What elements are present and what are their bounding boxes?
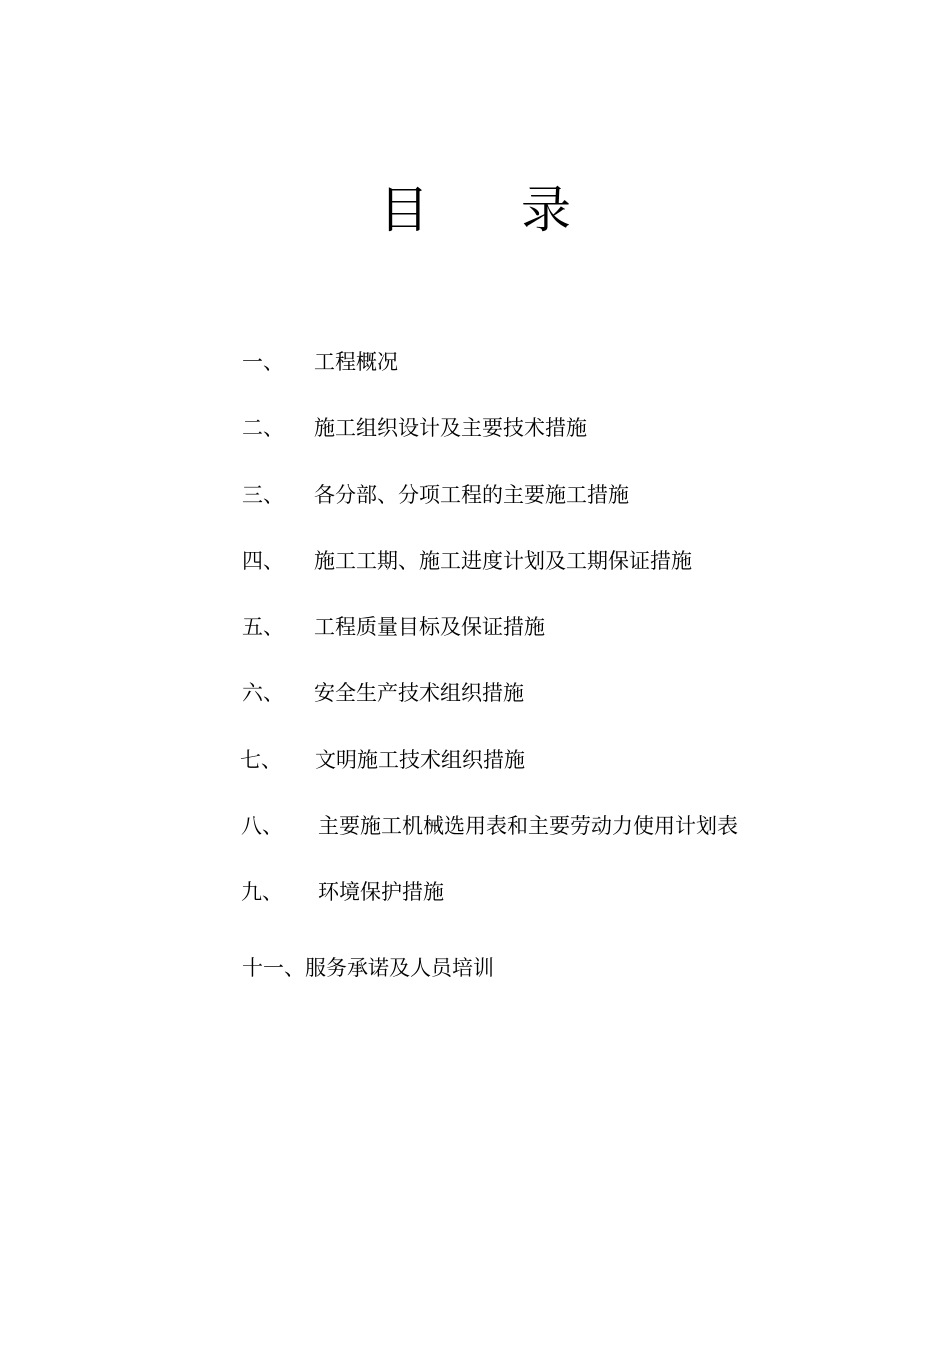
toc-item-6 [242,678,524,708]
toc-item-number: 三、 [242,483,284,507]
toc-item-label: 工程质量目标及保证措施 [314,615,545,639]
toc-item-number: 二、 [242,416,284,440]
toc-item-5 [242,612,545,642]
toc-item-number: 七、 [240,748,282,772]
toc-item-label: 各分部、分项工程的主要施工措施 [314,483,629,507]
toc-item-label: 施工工期、施工进度计划及工期保证措施 [314,549,692,573]
toc-item-label: 施工组织设计及主要技术措施 [314,416,587,440]
toc-item-2 [242,413,587,443]
toc-item-3 [242,480,629,510]
toc-item-7 [240,745,525,775]
toc-item-number: 六、 [242,681,284,705]
toc-item-8 [241,811,738,841]
toc-item-label: 安全生产技术组织措施 [314,681,524,705]
toc-item-label: 文明施工技术组织措施 [315,748,525,772]
title-char-2: 录 [521,181,571,239]
toc-item-4 [242,546,692,576]
toc-item-label: 服务承诺及人员培训 [305,956,494,980]
toc-item-label: 工程概况 [314,350,398,374]
toc-item-9 [241,877,444,907]
toc-item-number: 八、 [241,814,283,838]
toc-item-number: 五、 [242,615,284,639]
toc-item-10 [242,953,494,983]
toc-item-number: 十一、 [242,956,305,980]
toc-item-1 [242,347,398,377]
title-char-1: 目 [379,181,429,239]
toc-item-label: 主要施工机械选用表和主要劳动力使用计划表 [318,814,738,838]
toc-item-number: 四、 [242,549,284,573]
toc-item-label: 环境保护措施 [318,880,444,904]
toc-item-number: 一、 [242,350,284,374]
toc-item-number: 九、 [241,880,283,904]
